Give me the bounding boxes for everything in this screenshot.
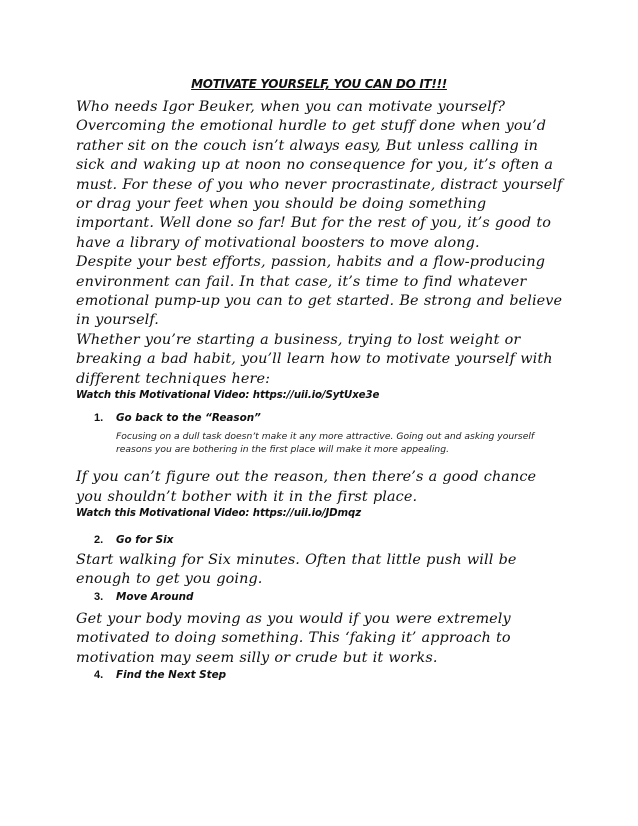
list-number: 4.: [94, 668, 104, 681]
paragraph-despite: Despite your best efforts, passion, habits and a flow-producing environment can fail. In that case, it’s time to find whatever emotional pump-up you can to get started. Be strong and believe in yourself.: [76, 254, 563, 329]
watch-video-link-1[interactable]: Watch this Motivational Video: https://uii.io/SytUxe3e: [76, 390, 380, 402]
paragraph-six: Start walking for Six minutes. Often that little push will be enough to get you going.: [76, 551, 517, 588]
watch-video-link-2[interactable]: Watch this Motivational Video: https://uii.io/JDmqz: [76, 507, 362, 519]
paragraph-move: Get your body moving as you would if you were extremely motivated to doing something. This ‘faking it’ approach to motivation may seem silly or crude but it works.: [76, 610, 511, 666]
document-body: [76, 98, 566, 682]
list-item-label: Go for Six: [116, 533, 174, 546]
paragraph-intro: Who needs Igor Beuker, when you can motivate yourself? Overcoming the emotional hurdle to get stuff done when you’d rather sit on the couch isn’t always easy, But unless calling in sick and waking up at noon no consequence for you, it’s often a must. For these of you who never procrastinate, distract yourself or drag your feet when you should be doing something important. Well done so far! But for the rest of you, it’s good to have a library of motivational boosters to move along.: [76, 99, 563, 251]
document-title: MOTIVATE YOURSELF, YOU CAN DO IT!!!: [191, 77, 447, 91]
list-item-2: [76, 533, 566, 547]
list-item-3: [76, 590, 566, 604]
list-item-label: Move Around: [116, 590, 194, 603]
list-item-label: Find the Next Step: [116, 668, 227, 681]
list-item-1: [76, 411, 566, 425]
list-item-detail: Focusing on a dull task doesn’t make it any more attractive. Going out and asking yourself reasons you are bothering in the first place will make it more appealing.: [116, 431, 535, 455]
list-item-label: Go back to the “Reason”: [116, 412, 261, 425]
list-number: 2.: [94, 533, 104, 546]
list-number: 3.: [94, 590, 104, 603]
paragraph-whether: Whether you’re starting a business, trying to lost weight or breaking a bad habit, you’ll learn how to motivate yourself with different techniques here:: [76, 331, 553, 387]
paragraph-reason: If you can’t figure out the reason, then there’s a good chance you shouldn’t bother with it in the first place.: [76, 469, 537, 505]
list-number: 1.: [94, 412, 104, 425]
list-item-4: [76, 668, 566, 682]
